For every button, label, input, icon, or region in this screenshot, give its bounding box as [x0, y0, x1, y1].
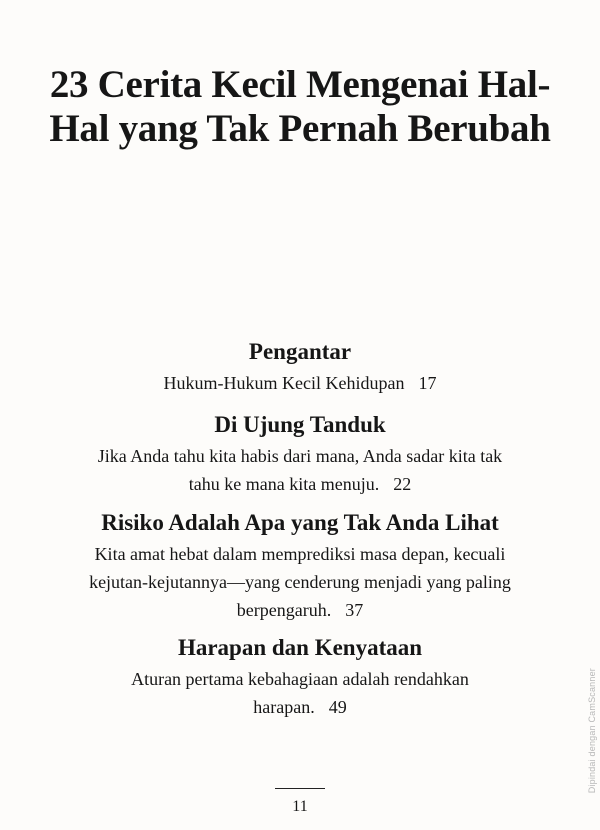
description-line: kejutan-kejutannya—yang cenderung menjadi yang paling	[89, 572, 511, 592]
section-description	[60, 540, 540, 624]
section-heading: Risiko Adalah Apa yang Tak Anda Lihat	[101, 510, 499, 535]
description-line: berpengaruh.	[236, 600, 332, 620]
page-reference: 49	[328, 697, 347, 717]
chapter-title: 23 Cerita Kecil Mengenai Hal-Hal yang Tak Pernah Berubah	[49, 63, 551, 150]
description-line: Jika Anda tahu kita habis dari mana, Anda sadar kita tak	[97, 446, 503, 466]
section-description	[60, 665, 540, 721]
scanner-watermark: Dipindai dengan CamScanner	[587, 668, 597, 794]
section-heading: Pengantar	[248, 339, 352, 364]
description-line: Kita amat hebat dalam memprediksi masa depan, kecuali	[94, 544, 506, 564]
toc-section-di-ujung-tanduk	[60, 410, 540, 498]
description-line: tahu ke mana kita menuju.	[188, 474, 380, 494]
section-description	[60, 442, 540, 498]
description-line: Aturan pertama kebahagiaan adalah rendahkan	[131, 669, 469, 689]
page-reference: 37	[345, 600, 364, 620]
description-line: harapan.	[253, 697, 315, 717]
section-description	[60, 369, 540, 397]
toc-section-pengantar	[60, 337, 540, 397]
section-heading: Harapan dan Kenyataan	[177, 635, 423, 660]
page-reference: 22	[393, 474, 412, 494]
toc-section-risiko	[60, 508, 540, 624]
section-heading: Di Ujung Tanduk	[214, 412, 386, 437]
toc-section-harapan	[60, 633, 540, 721]
footer-rule	[275, 788, 325, 789]
page-number: 11	[292, 798, 308, 815]
page-reference: 17	[418, 373, 437, 393]
description-line: Hukum-Hukum Kecil Kehidupan	[163, 373, 405, 393]
